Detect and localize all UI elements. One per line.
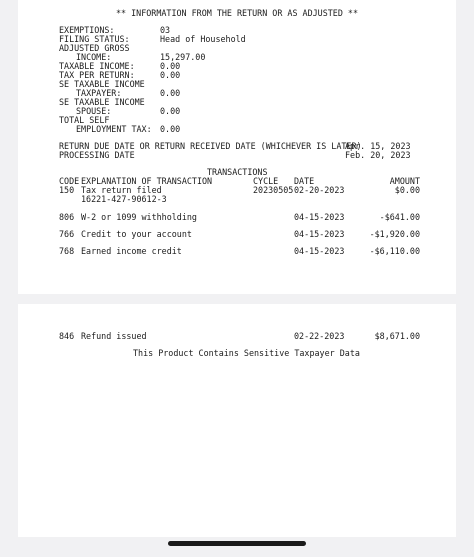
field-value-exemptions: 03: [160, 25, 171, 35]
field-label-se-taxable-income: SE TAXABLE INCOME: [59, 79, 145, 89]
transaction-amount: $0.00: [394, 185, 420, 195]
field-value-employment-tax: 0.00: [160, 124, 181, 134]
field-label-taxpayer: TAXPAYER:: [76, 88, 122, 98]
transaction-code: 768: [59, 246, 75, 256]
field-label-se-taxable-income-2: SE TAXABLE INCOME: [59, 97, 145, 107]
transaction-amount: -$641.00: [379, 212, 420, 222]
transaction-date: 02-22-2023: [294, 331, 345, 341]
transaction-code: 846: [59, 331, 75, 341]
transaction-date: 02-20-2023: [294, 185, 345, 195]
home-indicator[interactable]: [168, 541, 306, 546]
field-value-income: 15,297.00: [160, 52, 206, 62]
column-header-code: CODE: [59, 176, 80, 186]
transaction-explanation: W-2 or 1099 withholding: [81, 212, 197, 222]
transaction-explanation: Tax return filed: [81, 185, 162, 195]
transaction-code: 766: [59, 229, 75, 239]
transaction-date: 04-15-2023: [294, 212, 345, 222]
field-value-tax-per-return: 0.00: [160, 70, 181, 80]
field-label-exemptions: EXEMPTIONS:: [59, 25, 115, 35]
field-value-taxable-income: 0.00: [160, 61, 181, 71]
column-header-explanation: EXPLANATION OF TRANSACTION: [81, 176, 213, 186]
transaction-code: 150: [59, 185, 75, 195]
column-header-date: DATE: [294, 176, 315, 186]
due-date-value: Apr. 15, 2023: [345, 141, 411, 151]
field-value-filing-status: Head of Household: [160, 34, 246, 44]
transaction-amount: $8,671.00: [374, 331, 420, 341]
field-value-spouse: 0.00: [160, 106, 181, 116]
processing-date-label: PROCESSING DATE: [59, 150, 135, 160]
field-label-taxable-income: TAXABLE INCOME:: [59, 61, 135, 71]
transaction-amount: -$6,110.00: [369, 246, 420, 256]
transaction-explanation: Earned income credit: [81, 246, 182, 256]
field-value-taxpayer: 0.00: [160, 88, 181, 98]
column-header-amount: AMOUNT: [389, 176, 420, 186]
section-header: ** INFORMATION FROM THE RETURN OR AS ADJUSTED **: [115, 8, 359, 18]
field-label-total-self: TOTAL SELF: [59, 115, 110, 125]
field-label-adjusted-gross: ADJUSTED GROSS: [59, 43, 130, 53]
transaction-code: 806: [59, 212, 75, 222]
document-page-2: [18, 304, 456, 537]
document-page-1: [18, 0, 456, 294]
column-header-cycle: CYCLE: [253, 176, 279, 186]
processing-date-value: Feb. 20, 2023: [345, 150, 411, 160]
transaction-reference: 16221-427-90612-3: [81, 194, 167, 204]
field-label-filing-status: FILING STATUS:: [59, 34, 130, 44]
transaction-date: 04-15-2023: [294, 229, 345, 239]
transaction-explanation: Credit to your account: [81, 229, 192, 239]
transaction-date: 04-15-2023: [294, 246, 345, 256]
field-label-income: INCOME:: [76, 52, 112, 62]
transactions-title: TRANSACTIONS: [207, 167, 268, 177]
transaction-cycle: 20230505: [253, 185, 294, 195]
transaction-amount: -$1,920.00: [369, 229, 420, 239]
field-label-tax-per-return: TAX PER RETURN:: [59, 70, 135, 80]
field-label-employment-tax: EMPLOYMENT TAX:: [76, 124, 152, 134]
transaction-explanation: Refund issued: [81, 331, 147, 341]
sensitive-data-footer: This Product Contains Sensitive Taxpayer Data: [133, 348, 360, 358]
due-date-label: RETURN DUE DATE OR RETURN RECEIVED DATE (WHICHEVER IS LATER): [59, 141, 362, 151]
field-label-spouse: SPOUSE:: [76, 106, 112, 116]
